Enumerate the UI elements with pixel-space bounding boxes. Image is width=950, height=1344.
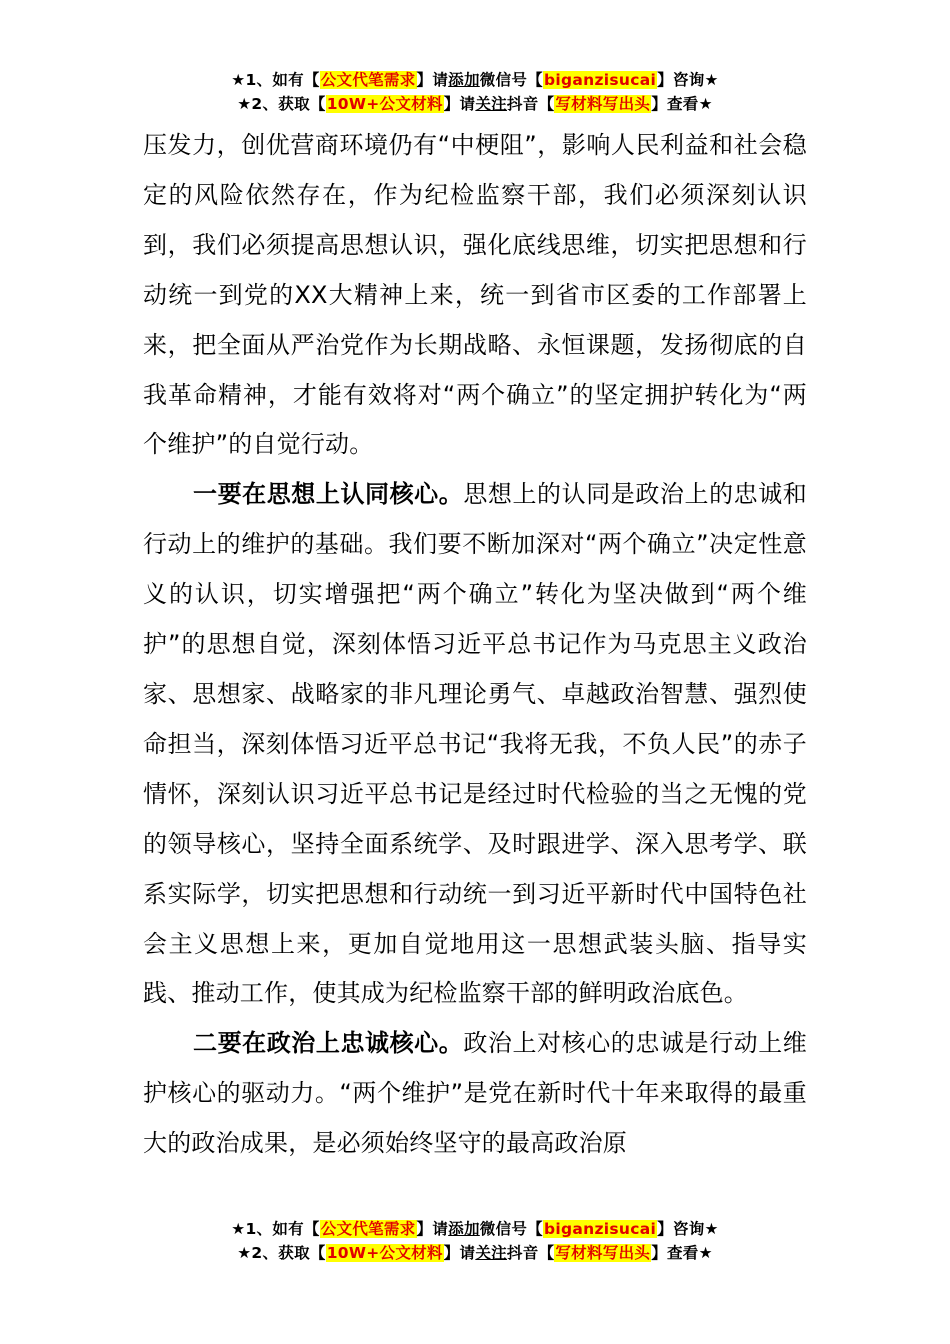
banner-highlight: 10W+公文材料 (326, 95, 443, 113)
banner-line-1: ★1、如有【公文代笔需求】请添加微信号【biganzisucai】咨询★ (231, 71, 719, 89)
footer-banner (0, 1217, 950, 1265)
paragraph-2: 一要在思想上认同核心。思想上的认同是政治上的忠诚和行动上的维护的基础。我们要不断加深对“两个确立”决定性意义的认识，切实增强把“两个确立”转化为坚决做到“两个维护”的思想自觉，深刻体悟习近平总书记作为马克思主义政治家、思想家、战略家的非凡理论勇气、卓越政治智慧、强烈使命担当，深刻体悟习近平总书记“我将无我，不负人民”的赤子情怀，深刻认识习近平总书记是经过时代检验的当之无愧的党的领导核心，坚持全面系统学、及时跟进学、深入思考学、联系实际学，切实把思想和行动统一到习近平新时代中国特色社会主义思想上来，更加自觉地用这一思想武装头脑、指导实践、推动工作，使其成为纪检监察干部的鲜明政治底色。 (143, 480, 807, 1008)
banner-highlight: biganzisucai (543, 1220, 657, 1238)
banner-highlight: biganzisucai (543, 71, 657, 89)
paragraph-1: 压发力，创优营商环境仍有“中梗阻”，影响人民利益和社会稳定的风险依然存在，作为纪检监察干部，我们必须深刻认识到，我们必须提高思想认识，强化底线思维，切实把思想和行动统一到党的XX大精神上来，统一到省市区委的工作部署上来，把全面从严治党作为长期战略、永恒课题，发扬彻底的自我革命精神，才能有效将对“两个确立”的坚定拥护转化为“两个维护”的自觉行动。 (143, 131, 807, 459)
paragraph-heading: 一要在思想上认同核心。 (193, 480, 464, 509)
banner-highlight: 10W+公文材料 (326, 1244, 443, 1262)
banner-line-1: ★1、如有【公文代笔需求】请添加微信号【biganzisucai】咨询★ (231, 1220, 719, 1238)
header-banner (0, 68, 950, 116)
banner-highlight: 写材料写出头 (555, 95, 651, 113)
banner-highlight: 公文代笔需求 (320, 71, 416, 89)
document-body (143, 121, 807, 1169)
banner-line-2: ★2、获取【10W+公文材料】请关注抖音【写材料写出头】查看★ (237, 95, 713, 113)
banner-highlight: 公文代笔需求 (320, 1220, 416, 1238)
paragraph-3: 二要在政治上忠诚核心。政治上对核心的忠诚是行动上维护核心的驱动力。“两个维护”是党在新时代十年来取得的最重大的政治成果，是必须始终坚守的最高政治原 (143, 1029, 807, 1158)
paragraph-heading: 二要在政治上忠诚核心。 (193, 1029, 464, 1058)
banner-line-2: ★2、获取【10W+公文材料】请关注抖音【写材料写出头】查看★ (237, 1244, 713, 1262)
banner-highlight: 写材料写出头 (555, 1244, 651, 1262)
